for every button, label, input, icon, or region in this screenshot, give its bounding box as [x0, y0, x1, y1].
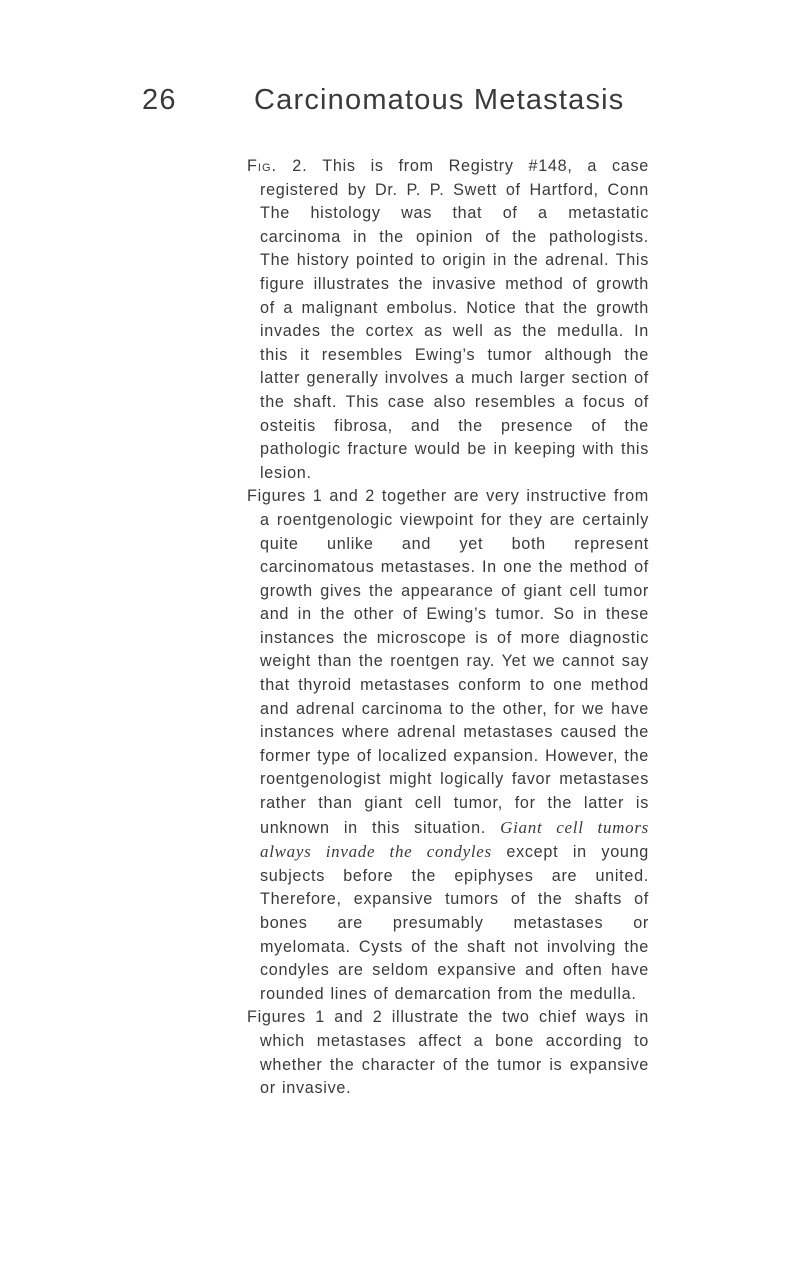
body-text — [247, 155, 649, 1101]
paragraph-text-before-italic: Figures 1 and 2 together are very instructive from a roentgenologic viewpoint for they are certainly quite unlike and yet both represent carcinomatous metastases. In one the method of growth gives the appearance of giant cell tumor and in the other of Ewing’s tumor. So in these instances the microscope is of more diagnostic weight than the roentgen ray. Yet we cannot say that thyroid metastases conform to one method and adrenal carcinoma to the other, for we have instances where adrenal metastases caused the former type of localized expansion. However, the roentgenologist might logically favor metastases rather than giant cell tumor, for the latter is unknown in this situation. — [247, 487, 649, 837]
paragraph-summary — [247, 1006, 649, 1100]
paragraph-fig-2 — [247, 155, 649, 485]
italic-emphasis: Giant cell tumors always invade the condyles — [260, 817, 649, 862]
paragraph-text-after-italic: except in young subjects before the epiphyses are united. Therefore, expansive tumors of the shafts of bones are presumably metastases or myelomata. Cysts of the shaft not involving the condyles are seldom expansive and often have rounded lines of demarcation from the medulla. — [260, 843, 650, 1003]
figure-label: Fig. 2. — [247, 157, 308, 175]
paragraph-text: This is from Registry #148, a case registered by Dr. P. P. Swett of Hartford, Conn The histology was that of a metastatic carcinoma in the opinion of the pathologists. The history pointed to origin in the adrenal. This figure illustrates the invasive method of growth of a malignant embolus. Notice that the growth invades the cortex as well as the medulla. In this it resembles Ewing’s tumor although the latter generally involves a much larger section of the shaft. This case also resembles a focus of osteitis fibrosa, and the presence of the pathologic fracture would be in keeping with this lesion. — [260, 157, 650, 482]
chapter-title: Carcinomatous Metastasis — [254, 84, 625, 116]
paragraph-figures-discussion — [247, 485, 649, 1006]
page-number: 26 — [142, 84, 177, 116]
paragraph-text: Figures 1 and 2 illustrate the two chief ways in which metastases affect a bone according to whether the character of the tumor is expansive or invasive. — [247, 1008, 649, 1098]
running-head — [142, 84, 625, 128]
